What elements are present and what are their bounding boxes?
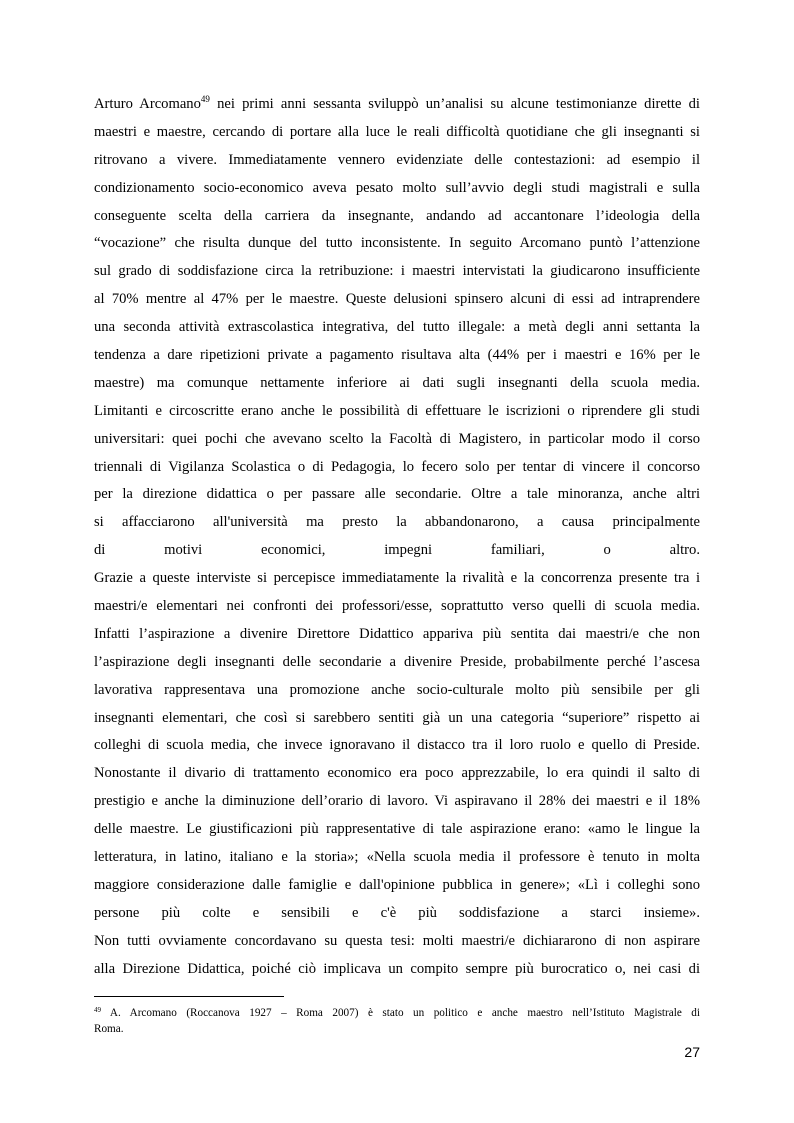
text-line: letteratura, in latino, italiano e la storia»; «Nella scuola media il professore è tenuto in molta bbox=[94, 849, 700, 866]
text-line: si affacciarono all'università ma presto la abbandonarono, a causa principalmente bbox=[94, 514, 700, 531]
text-line: maestri e maestre, cercando di portare alla luce le reali difficoltà quotidiane che gli insegnanti si bbox=[94, 123, 700, 140]
text-line: una seconda attività extrascolastica integrativa, del tutto illegale: a metà degli anni settanta la bbox=[94, 319, 700, 336]
footnote-line: $^{49}$ A. Arcomano (Roccanova 1927 – Roma 2007) è stato un politico e anche maestro nell’Istituto Magistrale di bbox=[94, 1006, 700, 1019]
text-line: “vocazione” che risulta dunque del tutto inconsistente. In seguito Arcomano puntò l’attenzione bbox=[94, 235, 700, 252]
text-line: maestri/e elementari nei confronti dei professori/esse, soprattutto verso quelli di scuola media. bbox=[94, 598, 700, 615]
text-line: Infatti l’aspirazione a divenire Direttore Didattico appariva più sentita dai maestri/e che non bbox=[94, 625, 700, 642]
text-line: lavorativa rappresentava una promozione anche socio-culturale molto più sensibile per gli bbox=[94, 681, 700, 698]
footnote bbox=[94, 1005, 700, 1037]
text-line: maestre) ma comunque nettamente inferiore ai dati sugli insegnanti della scuola media. bbox=[94, 374, 700, 391]
text-line: sul grado di soddisfazione circa la retribuzione: i maestri intervistati la giudicarono insufficiente bbox=[94, 263, 700, 280]
page-number: 27 bbox=[684, 1044, 700, 1060]
text-line: prestigio e anche la diminuzione dell’orario di lavoro. Vi aspiravano il 28% dei maestri e il 18% bbox=[94, 793, 700, 810]
text-line: Limitanti e circoscritte erano anche le possibilità di effettuare le iscrizioni o riprendere gli studi bbox=[94, 402, 700, 419]
text-line: di motivi economici, impegni familiari, o altro. bbox=[94, 542, 700, 559]
text-line: Grazie a queste interviste si percepisce immediatamente la rivalità e la concorrenza presente tra i bbox=[94, 570, 700, 587]
footnote-marker: 49 bbox=[94, 1006, 101, 1014]
text-line: maggiore considerazione dalle famiglie e dall'opinione pubblica in genere»; «Lì i colleghi sono bbox=[94, 876, 700, 893]
text-line: tendenza a dare ripetizioni private a pagamento risultava alta (44% per i maestri e 16% per le bbox=[94, 347, 700, 364]
text-line: Arturo Arcomano$^{49}$ nei primi anni sessanta sviluppò un’analisi su alcune testimonianze dirette di bbox=[94, 94, 700, 112]
text-line: triennali di Vigilanza Scolastica o di Pedagogia, lo fecero solo per tentar di vincere il concorso bbox=[94, 458, 700, 475]
text-line: universitari: quei pochi che avevano scelto la Facoltà di Magistero, in particolar modo il corso bbox=[94, 430, 700, 447]
text-line: colleghi di scuola media, che invece ignoravano il distacco tra il loro ruolo e quello di Preside. bbox=[94, 737, 700, 754]
text-line: Non tutti ovviamente concordavano su questa tesi: molti maestri/e dichiararono di non aspirare bbox=[94, 932, 700, 949]
text-line: condizionamento socio-economico aveva pesato molto sull’avvio degli studi magistrali e sulla bbox=[94, 179, 700, 196]
text-line: Nonostante il divario di trattamento economico era poco apprezzabile, lo era quindi il salto di bbox=[94, 765, 700, 782]
text-line: l’aspirazione degli insegnanti delle secondarie a divenire Preside, probabilmente perché l’ascesa bbox=[94, 653, 700, 670]
text-line: alla Direzione Didattica, poiché ciò implicava un compito sempre più burocratico o, nei casi di bbox=[94, 960, 700, 977]
text-line: al 70% mentre al 47% per le maestre. Queste delusioni spinsero alcuni di essi ad intraprendere bbox=[94, 291, 700, 308]
footnote-reference[interactable]: 49 bbox=[200, 94, 210, 104]
text-line: persone più colte e sensibili e c'è più soddisfazione a starci insieme». bbox=[94, 904, 700, 921]
text-line: ritrovano a vivere. Immediatamente vennero evidenziate delle contestazioni: ad esempio il bbox=[94, 151, 700, 168]
text-line: delle maestre. Le giustificazioni più rappresentative di tale aspirazione erano: «amo le lingue la bbox=[94, 821, 700, 838]
text-line: per la direzione didattica o per passare alle secondarie. Oltre a tale minoranza, anche altri bbox=[94, 486, 700, 503]
text-line: conseguente scelta della carriera da insegnante, andando ad accantonare l’ideologia della bbox=[94, 207, 700, 224]
footnote-separator bbox=[94, 996, 284, 997]
footnote-line: Roma. bbox=[94, 1023, 124, 1035]
body-paragraph bbox=[94, 91, 700, 984]
text-line: insegnanti elementari, che così si sarebbero sentiti già un una categoria “superiore” rispetto ai bbox=[94, 709, 700, 726]
